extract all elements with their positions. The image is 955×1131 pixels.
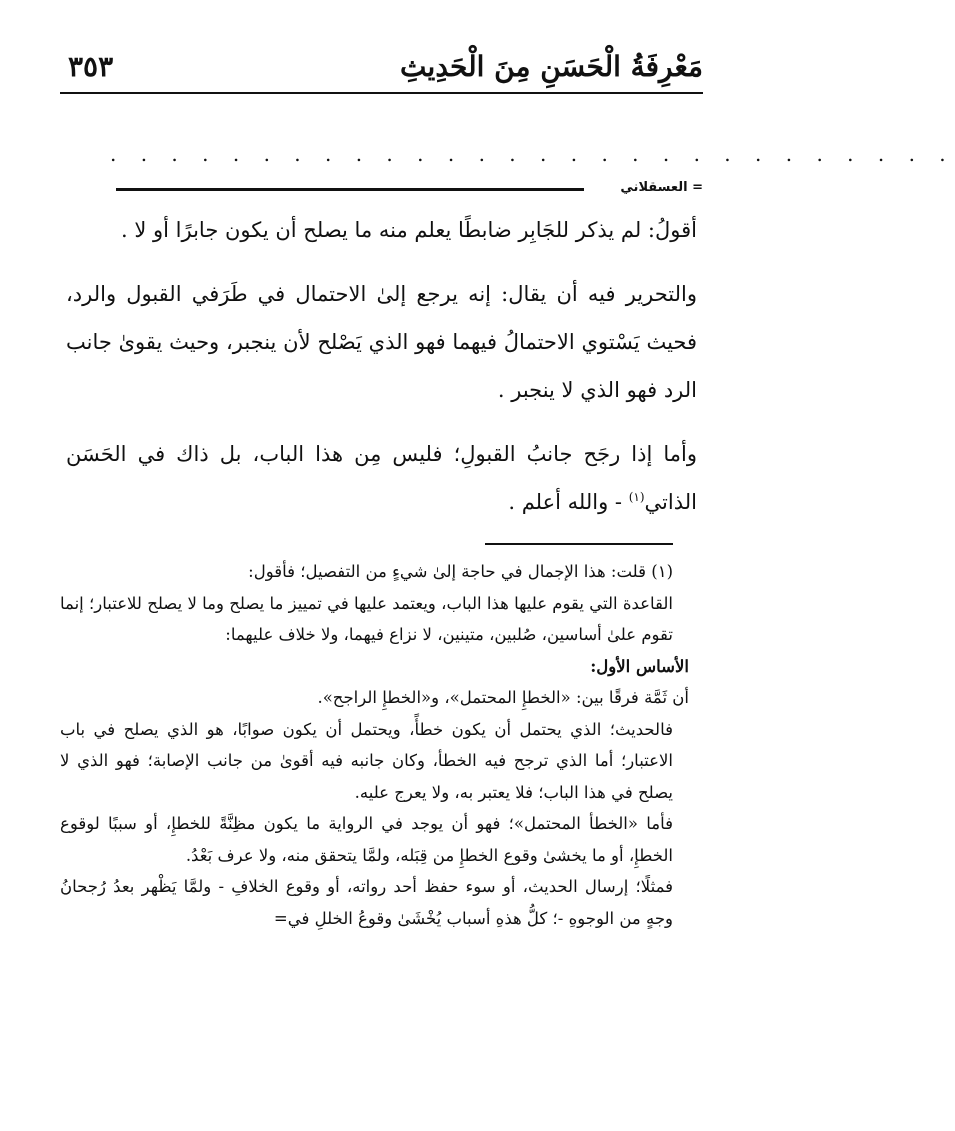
main-text <box>66 206 697 526</box>
footnote-rule <box>485 543 673 545</box>
running-title: مَعْرِفَةُ الْحَسَنِ مِنَ الْحَدِيثِ <box>400 50 703 83</box>
main-paragraph-text: وأما إذا رجَح جانبُ القبولِ؛ فليس مِن هذا الباب، بل ذاك في الحَسَن الذاتي <box>66 442 697 514</box>
commentator-label: = العسقلاني <box>620 180 703 195</box>
main-paragraph: أقولُ: لم يذكر للجَابِر ضابطًا يعلم منه ما يصلح أن يكون جابرًا أو لا . <box>121 218 697 242</box>
footnote-section <box>60 556 689 934</box>
footnote-marker: (١) <box>628 490 645 504</box>
commentator-rule <box>116 188 584 191</box>
footnote-paragraph: فأما «الخطأ المحتمل»؛ فهو أن يوجد في الرواية ما يكون مظِنَّةً للخطإِ، أو سببًا لوقوع الخطإِ، أو ما يخشىٰ وقوع الخطإِ من قِبَله، ولمَّا يتحقق منه، ولا عرف بَعْدُ. <box>60 814 673 865</box>
footnote-paragraph: أن ثَمَّة فرقًا بين: «الخطإِ المحتمل»، و«الخطإِ الراجح». <box>317 688 689 707</box>
footnote-paragraph: القاعدة التي يقوم عليها هذا الباب، ويعتمد عليها في تمييز ما يصلح وما لا يصلح للاعتبار؛ إنما تقوم علىٰ أساسين، صُلبين، متينين، لا نزاع فيهما، ولا خلاف عليهما: <box>60 593 673 644</box>
footnote-heading: الأساس الأول: <box>590 656 689 676</box>
separator-dots: . . . . . . . . . . . . . . . . . . . . . . . . . . . . <box>110 142 955 166</box>
footnote-paragraph: فمثلًا؛ إرسال الحديث، أو سوء حفظ أحد رواته، أو وقوع الخلافِ - ولمَّا يَظْهر بعدُ رُجحانُ وجهٍ من الوجوهِ -؛ كلُّ هذهِ أسباب يُخْشَىٰ وقوعُ الخللِ في= <box>60 877 673 928</box>
footnote-intro: (١) قلت: هذا الإجمال في حاجة إلىٰ شيءٍ من التفصيل؛ فأقول: <box>248 562 673 581</box>
main-paragraph-text: - والله أعلم . <box>508 490 623 514</box>
main-paragraph <box>66 430 697 526</box>
page-header <box>60 44 703 90</box>
footnote-paragraph: فالحديث؛ الذي يحتمل أن يكون خطأً، ويحتمل أن يكون صوابًا، هو الذي يصلح في باب الاعتبار؛ أما الذي ترجح فيه الخطأ، وكان جانبه فيه أقوىٰ من جانب الإصابة؛ فهو الذي لا يصلح في هذا الباب؛ فلا يعتبر به، ولا يعرج عليه. <box>60 719 673 802</box>
page-number: ٣٥٣ <box>68 50 114 83</box>
header-rule <box>60 92 703 94</box>
main-paragraph: والتحرير فيه أن يقال: إنه يرجع إلىٰ الاحتمال في طَرَفي القبول والرد، فحيث يَسْتوي الاحتمالُ فيهما فهو الذي يَصْلح لأن ينجبر، وحيث يقوىٰ جانب الرد فهو الذي لا ينجبر . <box>66 282 697 402</box>
